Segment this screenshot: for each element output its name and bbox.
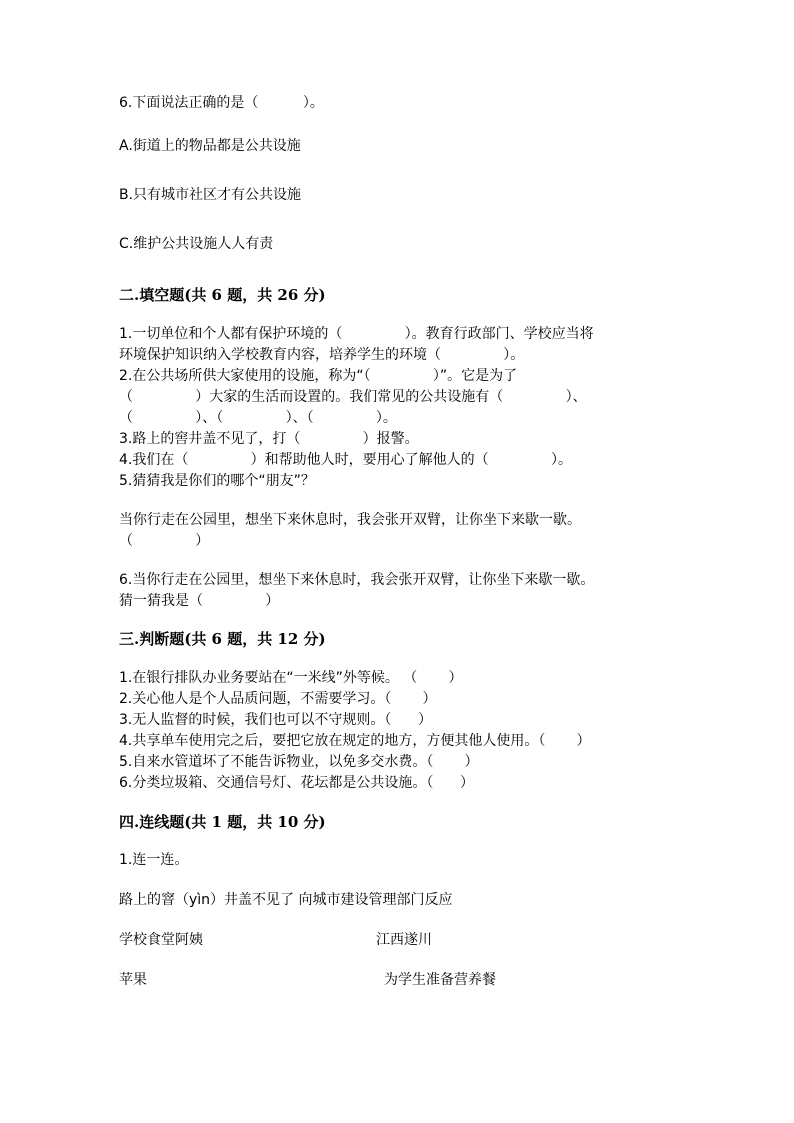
fill-line: 2.在公共场所供大家使用的设施，称为“（ ）”。它是为了 [119, 368, 518, 384]
fill-line: 1.一切单位和个人都有保护环境的（ ）。教育行政部门、学校应当将 [119, 326, 594, 342]
fill-line: （ ） [119, 533, 210, 549]
judge-line: 4.共享单车使用完之后，要把它放在规定的地方，方便其他人使用。（ ） [119, 733, 591, 749]
fill-line: 4.我们在（ ）和帮助他人时，要用心了解他人的（ ）。 [119, 452, 572, 468]
judge-line: 5.自来水管道坏了不能告诉物业，以免多交水费。（ ） [119, 754, 479, 770]
judge-line: 3.无人监督的时候，我们也可以不守规则。（ ） [119, 712, 433, 728]
fill-line: 3.路上的窖井盖不见了，打（ ）报警。 [119, 431, 419, 447]
section-2-title: 二.填空题(共 6 题，共 26 分) [119, 286, 326, 304]
matching-row-3-left: 苹果 [119, 972, 147, 988]
option-c: C.维护公共设施人人有责 [119, 236, 274, 252]
matching-row-2-right: 江西遂川 [376, 932, 432, 948]
matching-row-3-right: 为学生准备营养餐 [384, 972, 496, 988]
question-6-stem: 6.下面说法正确的是（ ）。 [119, 95, 324, 111]
fill-line: 环境保护知识纳入学校教育内容，培养学生的环境（ ）。 [119, 347, 525, 363]
fill-line: 当你行走在公园里，想坐下来休息时，我会张开双臂，让你坐下来歇一歇。 [119, 512, 581, 528]
fill-line: （ ）、（ ）、（ ）。 [119, 410, 397, 426]
fill-line: 猜一猜我是（ ） [119, 593, 280, 609]
fill-line: 6.当你行走在公园里，想坐下来休息时，我会张开双臂，让你坐下来歇一歇。 [119, 572, 595, 588]
section-4-title: 四.连线题(共 1 题，共 10 分) [119, 813, 326, 831]
option-a: A.街道上的物品都是公共设施 [119, 138, 301, 154]
matching-row-1: 路上的窨（yìn）井盖不见了 向城市建设管理部门反应 [119, 892, 453, 908]
judge-line: 6.分类垃圾箱、交通信号灯、花坛都是公共设施。（ ） [119, 775, 475, 791]
option-b: B.只有城市社区才有公共设施 [119, 187, 302, 203]
judge-line: 2.关心他人是个人品质问题，不需要学习。（ ） [119, 691, 437, 707]
matching-row-2-left: 学校食堂阿姨 [119, 932, 203, 948]
judge-line: 1.在银行排队办业务要站在“一米线”外等候。 （ ） [119, 670, 463, 686]
section-3-title: 三.判断题(共 6 题，共 12 分) [119, 630, 326, 648]
fill-line: （ ）大家的生活而设置的。我们常见的公共设施有（ ）、 [119, 389, 587, 405]
matching-question: 1.连一连。 [119, 852, 189, 868]
fill-line: 5.猜猜我是你们的哪个“朋友”？ [119, 473, 315, 489]
